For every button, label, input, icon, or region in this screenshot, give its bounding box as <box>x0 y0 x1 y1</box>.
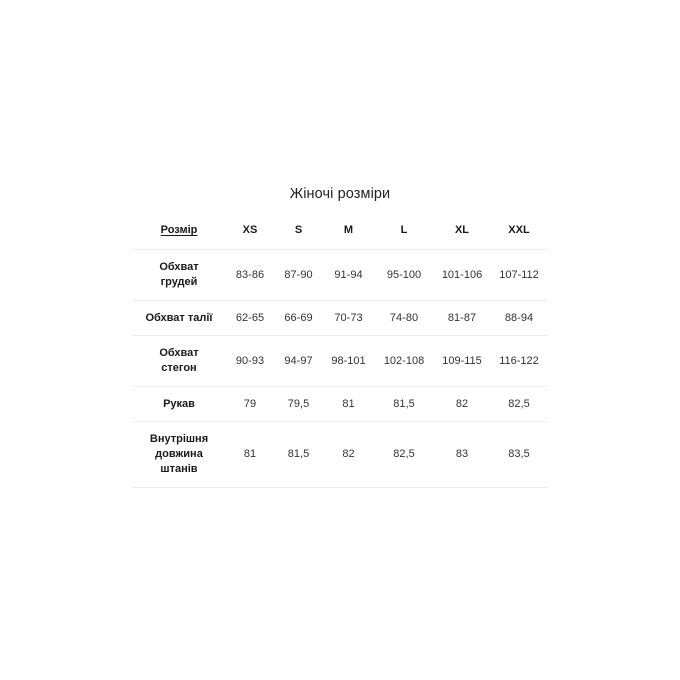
table-cell: 94-97 <box>275 336 322 387</box>
row-label-line: Рукав <box>163 397 195 410</box>
table-cell: 82,5 <box>375 422 433 488</box>
header-size-s: S <box>275 212 322 250</box>
table-cell: 82,5 <box>491 387 547 422</box>
table-cell: 66-69 <box>275 301 322 336</box>
row-label-line: грудей <box>160 276 198 288</box>
table-cell: 88-94 <box>491 301 547 336</box>
table-cell: 82 <box>433 387 491 422</box>
header-size-xl: XL <box>433 212 491 250</box>
table-cell: 90-93 <box>225 336 275 387</box>
table-cell: 101-106 <box>433 250 491 301</box>
table-cell: 81 <box>322 387 375 422</box>
table-cell: 81-87 <box>433 301 491 336</box>
row-label-waist <box>133 301 225 336</box>
table-cell: 107-112 <box>491 250 547 301</box>
table-cell: 79 <box>225 387 275 422</box>
table-row-hips <box>133 336 547 387</box>
table-cell: 109-115 <box>433 336 491 387</box>
row-label-sleeve <box>133 387 225 422</box>
table-cell: 82 <box>322 422 375 488</box>
header-size-label: Розмір <box>160 224 198 236</box>
table-cell: 81,5 <box>275 422 322 488</box>
header-label-cell <box>133 212 225 250</box>
header-size-l: L <box>375 212 433 250</box>
row-label-inseam <box>133 422 225 488</box>
table-cell: 91-94 <box>322 250 375 301</box>
row-label-line: Обхват талії <box>145 311 213 324</box>
table-cell: 116-122 <box>491 336 547 387</box>
table-cell: 95-100 <box>375 250 433 301</box>
table-cell: 79,5 <box>275 387 322 422</box>
table-cell: 83 <box>433 422 491 488</box>
size-chart-table <box>133 212 547 488</box>
header-size-m: M <box>322 212 375 250</box>
header-size-xs: XS <box>225 212 275 250</box>
table-row-chest <box>133 250 547 301</box>
table-cell: 70-73 <box>322 301 375 336</box>
row-label-line: штанів <box>160 463 198 475</box>
table-cell: 87-90 <box>275 250 322 301</box>
row-label-chest <box>133 250 225 301</box>
table-row-waist <box>133 301 547 336</box>
table-cell: 81 <box>225 422 275 488</box>
table-cell: 98-101 <box>322 336 375 387</box>
row-label-hips <box>133 336 225 387</box>
row-label-line: Обхват <box>159 261 199 273</box>
row-label-line: Внутрішня <box>149 433 209 445</box>
table-row-sleeve <box>133 387 547 422</box>
table-cell: 74-80 <box>375 301 433 336</box>
page-title: Жіночі розміри <box>289 186 391 202</box>
table-cell: 102-108 <box>375 336 433 387</box>
header-size-xxl: XXL <box>491 212 547 250</box>
table-row-inseam <box>133 422 547 488</box>
table-cell: 62-65 <box>225 301 275 336</box>
header-row <box>133 212 547 250</box>
table-cell: 83,5 <box>491 422 547 488</box>
table-cell: 83-86 <box>225 250 275 301</box>
table-cell: 81,5 <box>375 387 433 422</box>
row-label-line: Обхват <box>159 347 199 359</box>
row-label-line: стегон <box>161 362 197 374</box>
row-label-line: довжина <box>155 448 203 460</box>
